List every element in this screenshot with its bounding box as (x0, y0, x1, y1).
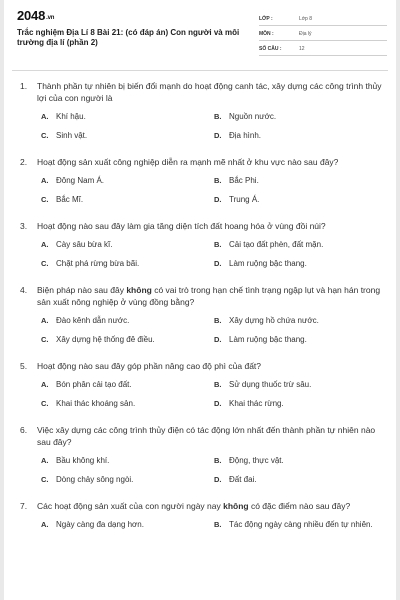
answer-option[interactable] (214, 131, 387, 141)
question-stem (20, 500, 382, 512)
meta-table (259, 14, 387, 59)
option-text: Cải tạo đất phèn, đất mặn. (229, 240, 324, 249)
option-text: Làm ruộng bậc thang. (229, 259, 307, 268)
answer-options (20, 176, 382, 205)
question-stem (20, 284, 382, 308)
answer-option[interactable] (214, 195, 387, 205)
answer-option[interactable] (214, 240, 387, 250)
option-text: Sử dụng thuốc trừ sâu. (229, 380, 312, 389)
option-text: Sinh vật. (56, 131, 88, 140)
answer-option[interactable] (214, 520, 387, 530)
option-text: Cày sâu bừa kĩ. (56, 240, 113, 249)
option-text: Động, thực vật. (229, 456, 284, 465)
page-header (17, 8, 387, 60)
option-text: Khai thác khoáng sản. (56, 399, 136, 408)
option-letter: D. (214, 131, 222, 140)
question-text (37, 360, 382, 372)
answer-options (20, 380, 382, 409)
question-text-part: Hoạt động nào sau đây làm gia tăng diện tích đất hoang hóa ở vùng đồi núi? (37, 221, 326, 231)
option-text: Xây dựng hồ chứa nước. (229, 316, 319, 325)
meta-value: Lớp 8 (299, 16, 313, 22)
question-text-part: Việc xây dựng các công trình thủy điện có tác động lớn nhất đến thành phần tự nhiên nào sau đây? (37, 425, 376, 447)
question-text-part: có vai trò trong hạn chế tình trạng ngập lụt và hạn hán trong sản xuất nông nghiệp ở vùng đồng bằng? (37, 285, 381, 307)
option-text: Bắc Phi. (229, 176, 259, 185)
question-number: 5. (20, 361, 28, 371)
question-text (37, 220, 382, 232)
option-text: Khai thác rừng. (229, 399, 284, 408)
answer-option[interactable] (214, 259, 387, 269)
question-number: 3. (20, 221, 28, 231)
answer-options (20, 316, 382, 345)
answer-option[interactable] (41, 380, 214, 390)
option-text: Ngày càng đa dạng hơn. (56, 520, 144, 529)
option-letter: A. (41, 316, 49, 325)
option-letter: A. (41, 456, 49, 465)
option-text: Khí hậu. (56, 112, 86, 121)
answer-option[interactable] (41, 335, 214, 345)
question-number: 4. (20, 285, 28, 295)
answer-options (20, 456, 382, 485)
question-text-emphasis: không (223, 501, 249, 511)
worksheet-page (4, 0, 396, 600)
answer-option[interactable] (214, 335, 387, 345)
answer-option[interactable] (214, 475, 387, 485)
question-text-part: Hoạt động sản xuất công nghiệp diễn ra mạnh mẽ nhất ở khu vực nào sau đây? (37, 157, 339, 167)
question-text-emphasis: không (126, 285, 152, 295)
option-letter: B. (214, 380, 222, 389)
meta-label: MÔN : (259, 31, 274, 37)
answer-option[interactable] (214, 399, 387, 409)
question-stem (20, 360, 382, 372)
option-text: Dòng chảy sông ngòi. (56, 475, 134, 484)
option-letter: A. (41, 176, 49, 185)
option-text: Đất đai. (229, 475, 257, 484)
question-item (20, 360, 382, 409)
option-letter: A. (41, 240, 49, 249)
option-letter: B. (214, 316, 222, 325)
option-letter: C. (41, 335, 49, 344)
meta-label: SỐ CÂU : (259, 46, 282, 52)
option-letter: B. (214, 240, 222, 249)
option-letter: D. (214, 475, 222, 484)
answer-option[interactable] (214, 456, 387, 466)
answer-option[interactable] (41, 112, 214, 122)
meta-row-count (259, 44, 387, 56)
question-stem (20, 80, 382, 104)
logo-tld: .vn (46, 15, 55, 21)
answer-option[interactable] (41, 520, 214, 530)
question-text-part: Hoạt động nào sau đây góp phần nâng cao độ phì của đất? (37, 361, 262, 371)
option-letter: B. (214, 112, 222, 121)
option-text: Bầu không khí. (56, 456, 110, 465)
option-letter: A. (41, 520, 49, 529)
answer-option[interactable] (41, 456, 214, 466)
page-title: Trắc nghiệm Địa Lí 8 Bài 21: (có đáp án) Con người và môi trường địa lí (phần 2) (17, 28, 240, 47)
question-item (20, 424, 382, 485)
option-letter: C. (41, 259, 49, 268)
question-text-part: Biện pháp nào sau đây (37, 285, 127, 295)
question-text-part: có đặc điểm nào sau đây? (248, 501, 351, 511)
answer-options (20, 520, 382, 530)
meta-value: 12 (299, 46, 305, 52)
answer-option[interactable] (214, 176, 387, 186)
question-item (20, 500, 382, 530)
question-text (37, 424, 382, 448)
question-text (37, 80, 382, 104)
option-text: Đào kênh dẫn nước. (56, 316, 130, 325)
question-text (37, 500, 382, 512)
answer-option[interactable] (214, 316, 387, 326)
option-letter: A. (41, 380, 49, 389)
meta-value: Địa lý (299, 31, 312, 37)
question-item (20, 156, 382, 205)
site-logo[interactable] (17, 8, 54, 23)
header-divider (12, 70, 388, 71)
option-text: Tác động ngày càng nhiều đến tự nhiên. (229, 520, 373, 529)
answer-options (20, 240, 382, 269)
question-text (37, 156, 382, 168)
answer-option[interactable] (41, 240, 214, 250)
meta-row-class (259, 14, 387, 26)
answer-option[interactable] (214, 112, 387, 122)
option-letter: D. (214, 399, 222, 408)
question-item (20, 220, 382, 269)
option-text: Bắc Mĩ. (56, 195, 84, 204)
answer-options (20, 112, 382, 141)
option-letter: C. (41, 399, 49, 408)
question-list (20, 80, 382, 545)
answer-option[interactable] (41, 131, 214, 141)
answer-option[interactable] (41, 195, 214, 205)
option-letter: B. (214, 176, 222, 185)
question-number: 1. (20, 81, 28, 91)
option-letter: B. (214, 456, 222, 465)
question-text-part: Thành phần tự nhiên bị biến đổi mạnh do hoạt động canh tác, xây dựng các công trình thủy lợi của con người là (37, 81, 382, 103)
meta-row-subject (259, 29, 387, 41)
question-item (20, 284, 382, 345)
option-letter: D. (214, 195, 222, 204)
option-letter: D. (214, 335, 222, 344)
answer-option[interactable] (41, 259, 214, 269)
logo-text: 2048 (17, 8, 46, 23)
question-number: 6. (20, 425, 28, 435)
question-text (37, 284, 382, 308)
option-text: Bón phân cải tạo đất. (56, 380, 132, 389)
option-text: Nguồn nước. (229, 112, 277, 121)
meta-label: LỚP : (259, 16, 273, 22)
option-text: Xây dựng hệ thống đê điều. (56, 335, 155, 344)
option-text: Địa hình. (229, 131, 262, 140)
option-letter: A. (41, 112, 49, 121)
option-text: Chặt phá rừng bừa bãi. (56, 259, 140, 268)
question-text-part: Các hoạt động sản xuất của con người ngày nay (37, 501, 224, 511)
answer-option[interactable] (41, 316, 214, 326)
option-letter: C. (41, 195, 49, 204)
question-stem (20, 220, 382, 232)
option-letter: B. (214, 520, 222, 529)
question-number: 2. (20, 157, 28, 167)
option-text: Trung Á. (229, 195, 260, 204)
question-stem (20, 156, 382, 168)
question-number: 7. (20, 501, 28, 511)
option-text: Đông Nam Á. (56, 176, 105, 185)
option-letter: D. (214, 259, 222, 268)
question-item (20, 80, 382, 141)
answer-option[interactable] (214, 380, 387, 390)
option-letter: C. (41, 475, 49, 484)
answer-option[interactable] (41, 176, 214, 186)
option-text: Làm ruộng bậc thang. (229, 335, 307, 344)
answer-option[interactable] (41, 399, 214, 409)
question-stem (20, 424, 382, 448)
option-letter: C. (41, 131, 49, 140)
answer-option[interactable] (41, 475, 214, 485)
